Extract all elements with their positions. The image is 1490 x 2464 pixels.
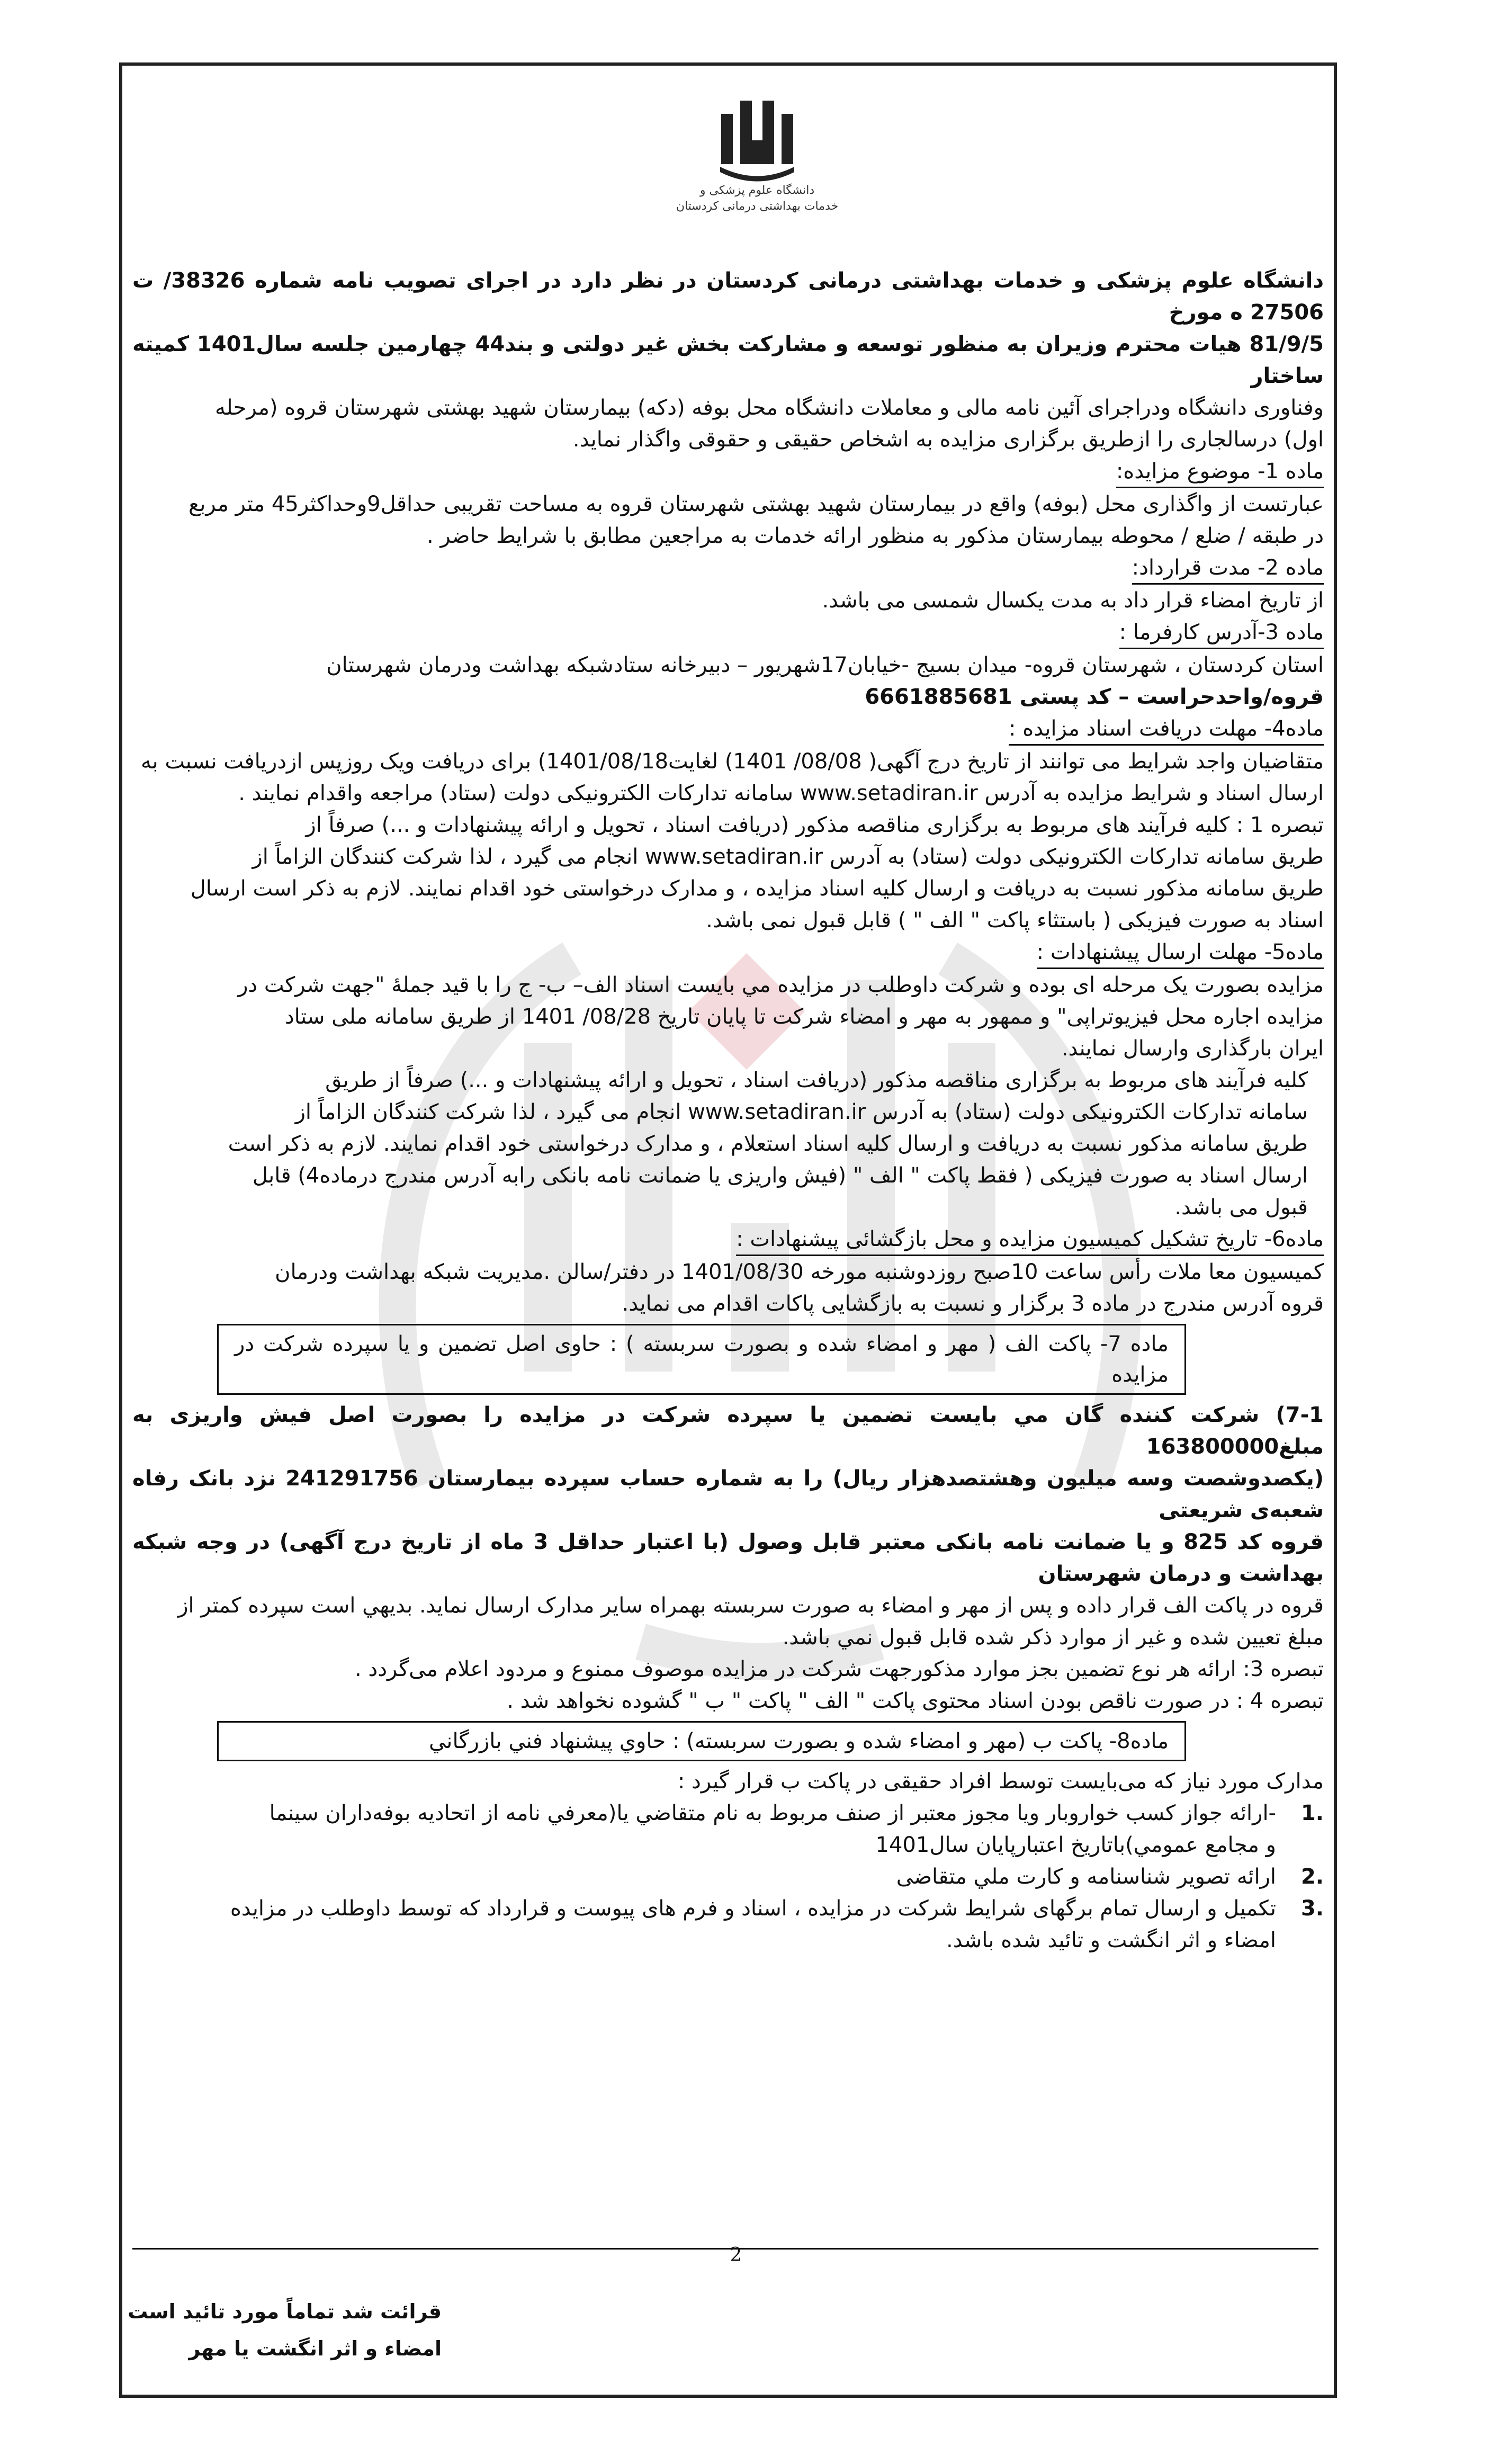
article-5-line: ایران بارگذاری وارسال نمایند.	[1061, 1036, 1324, 1061]
article-7-line: قروه در پاکت الف قرار داده و پس از مهر و امضاء به صورت سربسته بهمراه ساير مدارک ارسال نمايد. بديهي است سپرده کمتر از	[178, 1593, 1324, 1618]
list-item	[132, 1893, 1324, 1956]
article-4-line: متقاضیان واجد شرایط می توانند از تاریخ درج آگهی( 08/08/ 1401) لغایت1401/08/18) برای دریافت ویک روزپس ازدریافت نسبت به	[141, 749, 1324, 774]
article-7-line: (یکصدوشصت وسه میلیون وهشتصدهزار ریال) را به شماره حساب سپرده بیمارستان 241291756 نزد بانک رفاه شعبه‌ی شریعتی	[132, 1466, 1324, 1522]
article-1	[132, 455, 1324, 552]
logo-caption-line2: خدمات بهداشتی درمانی کردستان	[676, 200, 839, 213]
article-4-note-line: طریق سامانه تدارکات الکترونیکی دولت (ستاد) به آدرس www.setadiran.ir انجام می گیرد ، لذا شرکت کنندگان الزاماً از	[252, 845, 1324, 869]
list-item-number: .2	[1300, 1865, 1324, 1889]
article-3-line: استان کردستان ، شهرستان قروه- میدان بسیج -خیابان17شهریور – دبیرخانه ستادشبکه بهداشت ودرمان شهرستان	[326, 653, 1324, 677]
article-4-line: ارسال اسناد و شرایط مزایده به آدرس www.setadiran.ir سامانه تدارکات الکترونیکی دولت (ستاد) مراجعه واقدام نمایند .	[238, 781, 1324, 805]
list-item	[132, 1797, 1324, 1861]
article-3-heading: ماده 3-آدرس کارفرما :	[1119, 617, 1324, 649]
article-5-line: مزایده اجاره محل فیزیوتراپی" و ممهور به مهر و امضاء شرکت تا پایان تاریخ 08/28/ 1401 از طریق سامانه ملی ستاد	[284, 1005, 1324, 1029]
article-7-line: مبلغ تعيين شده و غير از موارد ذکر شده قابل قبول نمي باشد.	[782, 1625, 1324, 1650]
logo-caption-line1: دانشگاه علوم پزشکی و	[699, 184, 815, 197]
intro-line: اول) درسالجاری را ازطریق برگزاری مزایده به اشخاص حقیقی و حقوقی واگذار نماید.	[572, 427, 1324, 452]
list-item-line: -ارائه جواز کسب خواروبار ويا مجوز معتبر از صنف مربوط به نام متقاضي يا(معرفي نامه از اتحاديه بوفه‌داران سينما	[269, 1801, 1276, 1825]
document-body	[132, 265, 1324, 1956]
list-item-number: .3	[1300, 1896, 1324, 1921]
article-5	[132, 936, 1324, 1223]
article-5-line: مزایده بصورت یک مرحله ای بوده و شرکت داوطلب در مزایده مي بايست اسناد الف– ب- ج را با قید جملهٔ "جهت شرکت در	[238, 973, 1324, 997]
article-4	[132, 713, 1324, 936]
article-5-inner-line: کلیه فرآیند های مربوط به برگزاری مناقصه مذکور (دریافت اسناد ، تحویل و ارائه پیشنهادات و ...) صرفاً از طریق	[325, 1068, 1308, 1092]
article-7-note-3: تبصره 3: ارائه هر نوع تضمین بجز موارد مذکورجهت شرکت در مزایده موصوف ممنوع و مردود اعلام می‌گردد .	[354, 1657, 1324, 1681]
article-8	[132, 1721, 1324, 1956]
university-logo	[667, 93, 847, 252]
article-3-line: قروه/واحدحراست – کد پستی 6661885681	[865, 685, 1324, 709]
article-5-inner-line: سامانه تدارکات الکترونیکی دولت (ستاد) به آدرس www.setadiran.ir انجام می گیرد ، لذا شرکت کنندگان الزاماً از	[295, 1100, 1308, 1124]
list-item-line: ارائه تصویر شناسنامه و کارت ملي متقاضی	[896, 1865, 1276, 1889]
article-8-box: ماده8- پاکت ب (مهر و امضاء شده و بصورت سربسته) : حاوي پيشنهاد فني بازرگاني	[217, 1721, 1186, 1761]
article-5-inner-block	[132, 1064, 1324, 1223]
intro-line: وفناوری دانشگاه ودراجرای آئین نامه مالی و معاملات دانشگاه محل بوفه (دکه) بیمارستان شهید بهشتی شهرستان قروه (مرحله	[214, 396, 1324, 420]
article-1-heading: ماده 1- موضوع مزایده:	[1116, 456, 1324, 488]
article-7-box: ماده 7- پاکت الف ( مهر و امضاء شده و بصورت سربسته ) : حاوی اصل تضمین و یا سپرده شرکت در مزایده	[217, 1324, 1186, 1395]
intro-line: 81/9/5 هیات محترم وزیران به منظور توسعه و مشارکت بخش غیر دولتی و بند44 چهارمین جلسه سال1401 کمیته ساختار	[132, 332, 1324, 388]
article-7-line: قروه کد 825 و یا ضمانت نامه بانکی معتبر قابل وصول (با اعتبار حداقل 3 ماه از تاریخ درج آگهی) در وجه شبکه بهداشت و درمان شهرستان	[132, 1530, 1324, 1586]
article-5-inner-line: ارسال اسناد به صورت فیزیکی ( فقط پاکت " الف " (فیش واریزی یا ضمانت نامه بانکی رابه آدرس مندرج درماده4) قابل	[252, 1163, 1308, 1188]
list-item-line: و مجامع عمومي)باتاريخ اعتبارپایان سال1401	[875, 1833, 1276, 1857]
list-item-number: .1	[1300, 1801, 1324, 1825]
signature-note-line2: امضاء و اثر انگشت یا مهر	[189, 2337, 442, 2360]
page-number: 2	[730, 2244, 742, 2266]
university-emblem-icon	[710, 93, 805, 183]
article-7-line: 7-1) شرکت کننده گان مي بايست تضمين يا سپرده شرکت در مزايده را بصورت اصل فیش واریزی به مبلغ163800000	[132, 1403, 1324, 1459]
article-7-note-4: تبصره 4 : در صورت ناقص بودن اسناد محتوی پاکت " الف " پاکت " ب " گشوده نخواهد شد .	[507, 1689, 1324, 1713]
article-2-heading: ماده 2- مدت قرارداد:	[1132, 552, 1324, 585]
article-6-line: قروه آدرس مندرج در ماده 3 برگزار و نسبت به بازگشایی پاکات اقدام می نماید.	[622, 1292, 1324, 1316]
article-6	[132, 1223, 1324, 1320]
signature-note-line1: قرائت شد تماماً مورد تائید است	[128, 2300, 442, 2323]
article-5-inner-line: طریق سامانه مذکور نسبت به دریافت و ارسال کلیه اسناد استعلام ، و مدارک درخواستی خود اقدام نمایند. لازم به ذکر است	[228, 1132, 1308, 1156]
list-item-line: تکمیل و ارسال تمام برگهای شرایط شرکت در مزایده ، اسناد و فرم های پیوست و قرارداد که توسط داوطلب در مزایده	[230, 1896, 1276, 1921]
signature-note	[128, 2293, 442, 2367]
intro-line: دانشگاه علوم پزشکی و خدمات بهداشتی درمانی کردستان در نظر دارد در اجرای تصویب نامه شماره 38326/ ت 27506 ه مورخ	[132, 268, 1324, 325]
list-item	[132, 1861, 1324, 1893]
article-3	[132, 616, 1324, 713]
article-2	[132, 552, 1324, 616]
article-1-line: عبارتست از واگذاری محل (بوفه) واقع در بیمارستان شهید بهشتی شهرستان قروه به مساحت تقریبی حداقل9وحداکثر45 متر مربع	[188, 492, 1324, 516]
article-2-line: از تاریخ امضاء قرار داد به مدت یکسال شمسی می باشد.	[822, 588, 1324, 613]
required-documents-list	[132, 1797, 1324, 1956]
article-1-line: در طبقه / ضلع / محوطه بیمارستان مذکور به منظور ارائه خدمات به مراجعین مطابق با شرایط حاضر .	[426, 524, 1324, 548]
article-5-inner-line: قبول می باشد.	[1174, 1195, 1308, 1220]
article-4-note-line: اسناد به صورت فیزیکی ( باستثاء پاکت " الف " ) قابل قبول نمی باشد.	[706, 908, 1324, 933]
article-4-note-line: تبصره 1 : کلیه فرآیند های مربوط به برگزاری مناقصه مذکور (دریافت اسناد ، تحویل و ارائه پیشنهادات و ...) صرفاً از	[306, 813, 1324, 837]
article-8-intro: مدارک مورد نیاز که می‌بایست توسط افراد حقیقی در پاکت ب قرار گیرد :	[677, 1769, 1324, 1794]
article-4-heading: ماده4- مهلت دریافت اسناد مزایده :	[1009, 713, 1324, 746]
article-6-heading: ماده6- تاریخ تشکیل کمیسیون مزایده و محل بازگشائی پیشنهادات :	[736, 1224, 1324, 1256]
article-5-heading: ماده5- مهلت ارسال پیشنهادات :	[1037, 937, 1324, 969]
intro-paragraph	[132, 265, 1324, 455]
list-item-line: امضاء و اثر انگشت و تائید شده باشد.	[946, 1928, 1276, 1952]
article-7	[132, 1324, 1324, 1717]
article-4-note-line: طریق سامانه مذکور نسبت به دریافت و ارسال کلیه اسناد مزایده ، و مدارک درخواستی خود اقدام نمایند. لازم به ذکر است ارسال	[190, 876, 1324, 901]
article-6-line: کمیسیون معا ملات رأس ساعت 10صبح روزدوشنبه مورخه 1401/08/30 در دفتر/سالن .مدیریت شبکه بهداشت ودرمان	[275, 1260, 1324, 1284]
